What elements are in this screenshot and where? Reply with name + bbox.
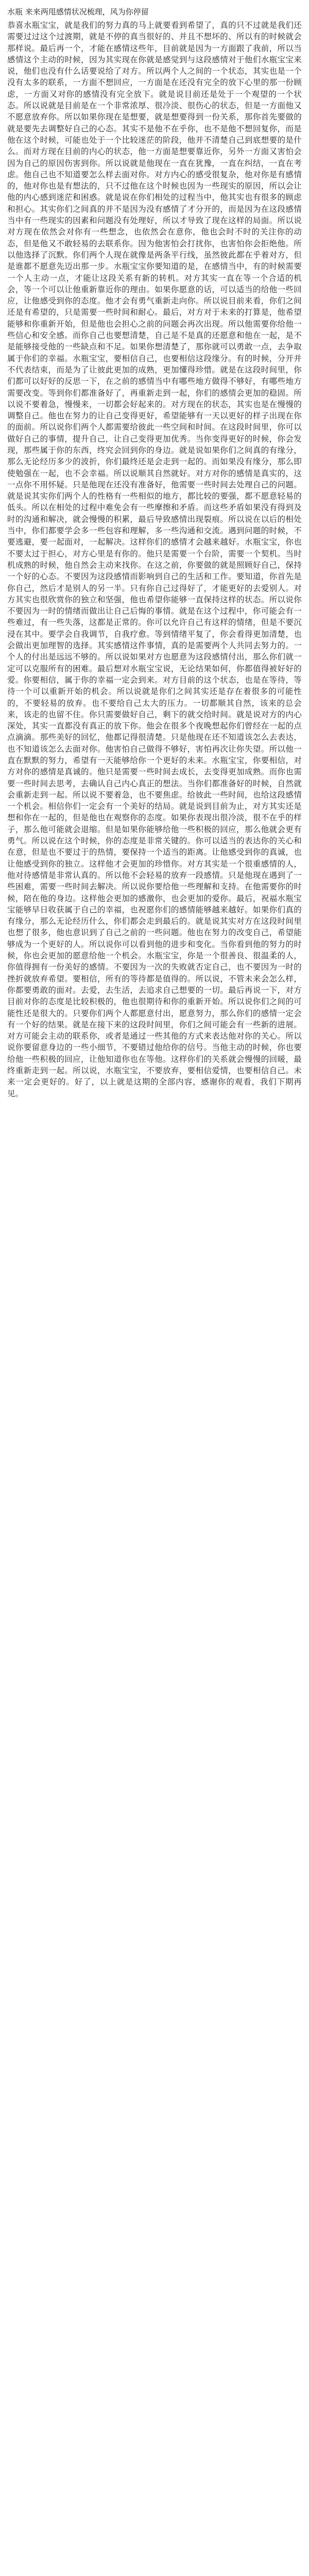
page-title: 水瓶 来来两甩感情状况梳理，风为你停留: [7, 7, 149, 16]
body-text: 恭喜水瓶宝宝，就是我们的努力真的马上就要看到希望了，真的只不过就是我们还需要过过这个过渡期，就是不停的真当很好的、并且不想坏的、所以有的时候就会那样说。最后再一个，才能在感情这些年，目前就是因为一方面跟了我前，所以当感情这个主动的时候，因为其实现在你就是感觉到与这段感情对于他们水瓶宝宝来说，他们也没有什么话要说给了对方。所以两个人之间的一个状态，其实也是一个没有太多的联系，一方面不想回应，一方面是在还没有完全的放下心里的那一份顾虑，一方面又对你的感情没有完全放下。就是说目前还是处于一个观望的一个状态。所以说就是目前是在一个非常浓厚、很冷淡、很伤心的状态，但是一方面他又不愿意放弃你。所以如果你现在是想要，就是想要得到一份关系，那你首先要做的就是要先去调整好自己的心态。其实不是他不在乎你，也不是他不想回复你，而是他在这个时候，可能也处于一个比较迷茫的阶段，他并不清楚自己到底想要的是什么。而对方现在目前的内心的状态，他一方面是想要靠近你，另外一方面又害怕会因为自己的原因伤害到你。所以说就是他现在一直在犹豫，一直在纠结，一直在考虑。他自己也不知道要怎么样去面对你。对方内心的感受很复杂，他对你是有感情的，他对你也是有想法的，只不过他在这个时候也因为一些现实的原因，所以会让他的内心感到迷茫和困惑。就是说在你们相处的过程当中，他其实也有很多的顾虑和担心。其实你们之间真的并不是因为没有感情了才分开的，而是因为在这段感情当中有一些现实的因素和问题没有处理好，所以才导致了现在这样的局面。所以说对方现在依然会对你有一些想念，也依然会在意你，他也会时不时的关注你的动态，但是他又不敢轻易的去联系你。因为他害怕会打扰你，也害怕你会拒绝他。所以他选择了沉默。你们两个人现在就像是两条平行线，虽然彼此都在乎着对方，但是谁都不愿意先迈出那一步。水瓶宝宝你要知道的是，在感情当中，有的时候需要一个人主动一点，才能让这段关系有新的转机。对方其实一直在等一个合适的机会，等一个可以让他重新靠近你的理由。如果你愿意的话，可以适当的给他一些回应，让他感受到你的态度。他才会有勇气重新走向你。所以说目前来看，你们之间还是有希望的，只是需要一些时间和耐心。最后，对方对于未来的打算是，他希望能够和你重新开始，但是他也会担心之前的问题会再次出现。所以他需要你给他一些信心和安全感。而你自己也要想清楚，自己是不是真的还愿意和他在一起，是不是能够接受他的一些缺点和不足。如果你想清楚了，那你就可以勇敢一点，去争取属于你们的幸福。水瓶宝宝，要相信自己，也要相信这段缘分。有的时候，分开并不代表结束，而是为了让彼此更加的成熟，更加懂得珍惜。就是在这段时间里，你们都可以好好的反思一下，在之前的感情当中有哪些地方做得不够好，有哪些地方需要改变。等到你们都准备好了，再重新走到一起，你们的感情会更加的稳固。所以说不要着急，慢慢来，一切都会好起来的。对方现在的状态，其实也是在慢慢的调整自己。他也在努力的让自己变得更好，希望能够有一天以更好的样子出现在你的面前。所以说你们两个人都需要给彼此一些空间和时间。在这段时间里，你可以做好自己的事情，提升自己，让自己变得更加优秀。当你变得更好的时候，你会发现，那些属于你的东西，终究会回到你的身边。就是说如果你们之间真的有缘分，那么无论经历多少的波折，你们最终还是会走到一起的。而如果没有缘分，那么即使勉强在一起，也不会幸福。所以说顺其自然就好。对方对你的感情是真实的，这一点你不用怀疑。只是他现在还没有准备好，他需要一些时间去处理自己的问题。就是说其实你们两个人的性格有一些相似的地方，都比较的要强，都不愿意轻易的低头。所以在相处的过程中难免会有一些摩擦和矛盾。而这些矛盾如果没有得到及时的沟通和解决，就会慢慢的积累，最后导致感情出现裂痕。所以说在以后的相处当中，你们都要学会多一些包容和理解，多一些沟通和交流。遇到问题的时候，不要逃避，要一起面对，一起解决。这样你们的感情才会越来越好。水瓶宝宝，你也不要太过于担心，对方心里是有你的。他只是需要一个台阶，需要一个契机。当时机成熟的时候，他自然会主动来找你。在这之前，你要做的就是照顾好自己，保持一个好的心态。不要因为这段感情而影响到自己的生活和工作。要知道，你首先是你自己，然后才是别人的另一半。只有你自己过得好了，才能更好的去爱别人。对方其实也很欣赏你的独立和坚强，他也希望你能够一直保持这样的状态。所以说你不要因为一时的情绪而做出让自己后悔的事情。就是在这个过程中，你可能会有一些难过，有一些失落，这都是正常的。你可以允许自己有这样的情绪，但是不要沉浸在其中。要学会自我调节，自我疗愈。等到情绪平复了，你会看得更加清楚，也会做出更加理智的选择。其实感情这件事情，真的是需要两个人共同去努力的。一个人的付出是远远不够的。所以说如果对方也愿意为这段感情付出，那么你们就一定可以克服所有的困难。最后想对水瓶宝宝说，无论结果如何，你都值得被好好的爱。你要相信，属于你的幸福一定会到来。对方目前的这个状态，也是在等待，等待一个可以重新开始的机会。所以说就是你们之间其实还是存在着很多的可能性的，不要轻易的放弃。也不要给自己太大的压力。一切都顺其自然，该来的总会来，该走的也留不住。你只需要做好自己，剩下的就交给时间。就是说对方的内心深处，其实一直都没有真正的放下你。他会在很多个夜晚想起你们曾经在一起的点点滴滴。那些美好的回忆，他都记得很清楚。只是他现在还不知道该怎么去表达，也不知道该怎么去面对你。他害怕自己做得不够好，害怕再次让你失望。所以他一直在默默的努力，希望有一天能够给你一个更好的未来。水瓶宝宝，你要相信，对方对你的感情是真诚的。他只是需要一些时间去成长，去变得更加成熟。而你也需要一些时间去思考，去确认自己内心真正的想法。当你们都准备好的时候，自然就会重新走到一起。所以说不要着急，也不要焦虑。给彼此一些时间，也给这段感情一个机会。相信你们一定会有一个美好的结局。就是说到目前为止，对方其实还是想和你在一起的，但是他也在观察你的态度。如果你表现出很冷淡，很不在乎的样子，那么他可能就会退缩。但是如果你能够给他一些积极的回应，那么他就会更有勇气。所以说在这个时候，你的态度是非常关键的。你可以适当的表达你的关心和在意，但是也不要过于的热情，要保持一个适当的距离。让他感受到你的真诚，也让他感受到你的独立。这样他才会更加的珍惜你。对方其实是一个很重感情的人，他对待感情是非常认真的。所以他不会轻易的放弃一段感情。只是他现在遇到了一些困难，需要一些时间去解决。所以说你要给他一些理解和支持。在他需要你的时候，陪在他的身边。这样他会更加的感激你，也会更加的爱你。最后，祝福水瓶宝宝能够早日收获属于自己的幸福，也祝愿你们的感情能够越来越好。如果你们真的有缘分，那么无论经历什么，你们都会走到最后的。就是说其实对方在这段时间里也想了很多，他也意识到了自己之前的一些问题。他也在努力的改变自己，希望能够成为一个更好的人。所以说你可以看到他的进步和变化。当你看到他的努力的时候，你也会更加的愿意给他一个机会。水瓶宝宝，你是一个很善良、很温柔的人，你值得拥有一份美好的感情。不要因为一次的失败就否定自己，也不要因为一时的挫折就放弃希望。要相信，所有的等待都是值得的。所以说，不管未来会怎么样，你都要勇敢的面对。去爱，去生活，去追求自己想要的一切。最后再说一下，对方目前对你的态度是比较积极的，他也很期待和你的重新开始。所以说你们之间的可能性还是很大的。只要你们两个人都愿意付出，愿意努力，那么你们的感情一定会有一个好的结果。就是在接下来的这段时间里，你们之间可能会有一些新的进展。对方可能会主动的联系你，或者是通过一些其他的方式来表达他对你的关心。所以说你要留意身边的一些小细节，不要错过他给你的信号。当他主动的时候，你也要给他一些积极的回应，让他知道你也在等他。这样你们的关系就会慢慢的回暖，最终重新走到一起。所以说，水瓶宝宝，不要放弃，要相信爱情，也要相信自己。未来一定会更好的。好了，以上就是这期的全部内容，感谢你的观看，我们下期再见。: [7, 21, 302, 1098]
